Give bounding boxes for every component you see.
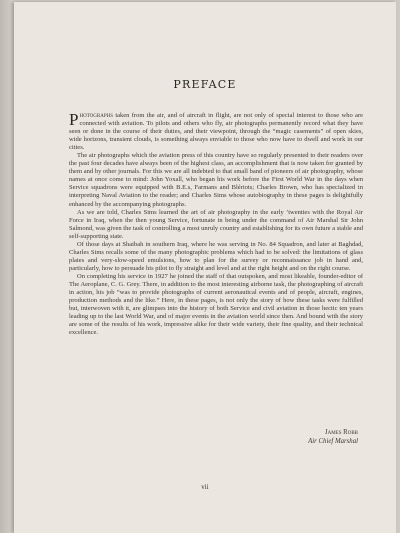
paragraph-1-text: taken from the air, and of aircraft in flight, are not only of special interest to those who are connected with aviation. To pilots and others who fly, air photographs permanently record what they have seen or done in the course of their duties, and their viewpoint, through the “magic casements” of open skies, wide horizons, transient clouds, is something always enviable to those who now have to dwell and work in our cities. [69,112,363,152]
signature-rank: Air Chief Marshal [308,437,358,445]
paragraph-1 [69,112,363,152]
opening-word: hotographs [79,112,113,119]
book-page [14,2,396,533]
paragraph-2: The air photographs which the aviation press of this country have so regularly presented to their readers over the past four decades have always been of the highest class, an accomplishment that is now taken for granted by them and by other journals. For this we are all indebted to that small band of pioneers of air photography, whose names at once come to mind: John Yoxall, who began his work before the First World War in the days when Service squadrons were equipped with B.E.s, Farmans and Blériots; Charles Brown, who has specialized in interpreting Naval Aviation to the reader; and Charles Sims whose autobiography in these pages is delightfully enhanced by the accompanying photographs. [69,152,363,208]
paragraph-3: As we are told, Charles Sims learned the art of air photography in the early ’twenties with the Royal Air Force in Iraq, when the then young Service, fortunate in being under the command of Air Marshal Sir John Salmond, was given the task of controlling a most unruly country and establishing for its own future a stable and self-supporting state. [69,208,363,240]
adjacent-page-edge [0,0,14,533]
drop-cap: P [69,110,79,129]
page-number: vii [201,483,209,491]
page-title: PREFACE [173,78,237,91]
paragraph-4: Of those days at Shaibah in southern Iraq, where he was serving in No. 84 Squadron, and later at Baghdad, Charles Sims recalls some of the many photographic problems which had to be solved: the limitations of glass plates and very-slow-speed emulsions, how to plan for the survey or reconnaissance job in hand and, particularly, how to persuade his pilot to fly straight and level and at the right height and on the right course. [69,240,363,272]
preface-body [69,112,363,337]
signature-name: James Robb [324,429,358,436]
signature-block [308,429,358,446]
paragraph-5: On completing his service in 1927 he joined the staff of that outspoken, and most likeable, founder-editor of The Aeroplane, C. G. Grey. There, in addition to the most interesting airborne task, the photographing of aircraft in action, his job “was to provide photographs of current aeronautical events and of people, aircraft, engines, production methods and the like.” Here, in these pages, is not only the story of how these tasks were fulfilled but, interwoven with it, are glimpses into the history of both Service and civil aviation in those hectic ten years leading up to the last World War, and of major events in the aviation world since then. And bound with the story are some of the results of his work, impressive alike for their wide variety, their fine quality, and their technical excellence. [69,272,363,337]
